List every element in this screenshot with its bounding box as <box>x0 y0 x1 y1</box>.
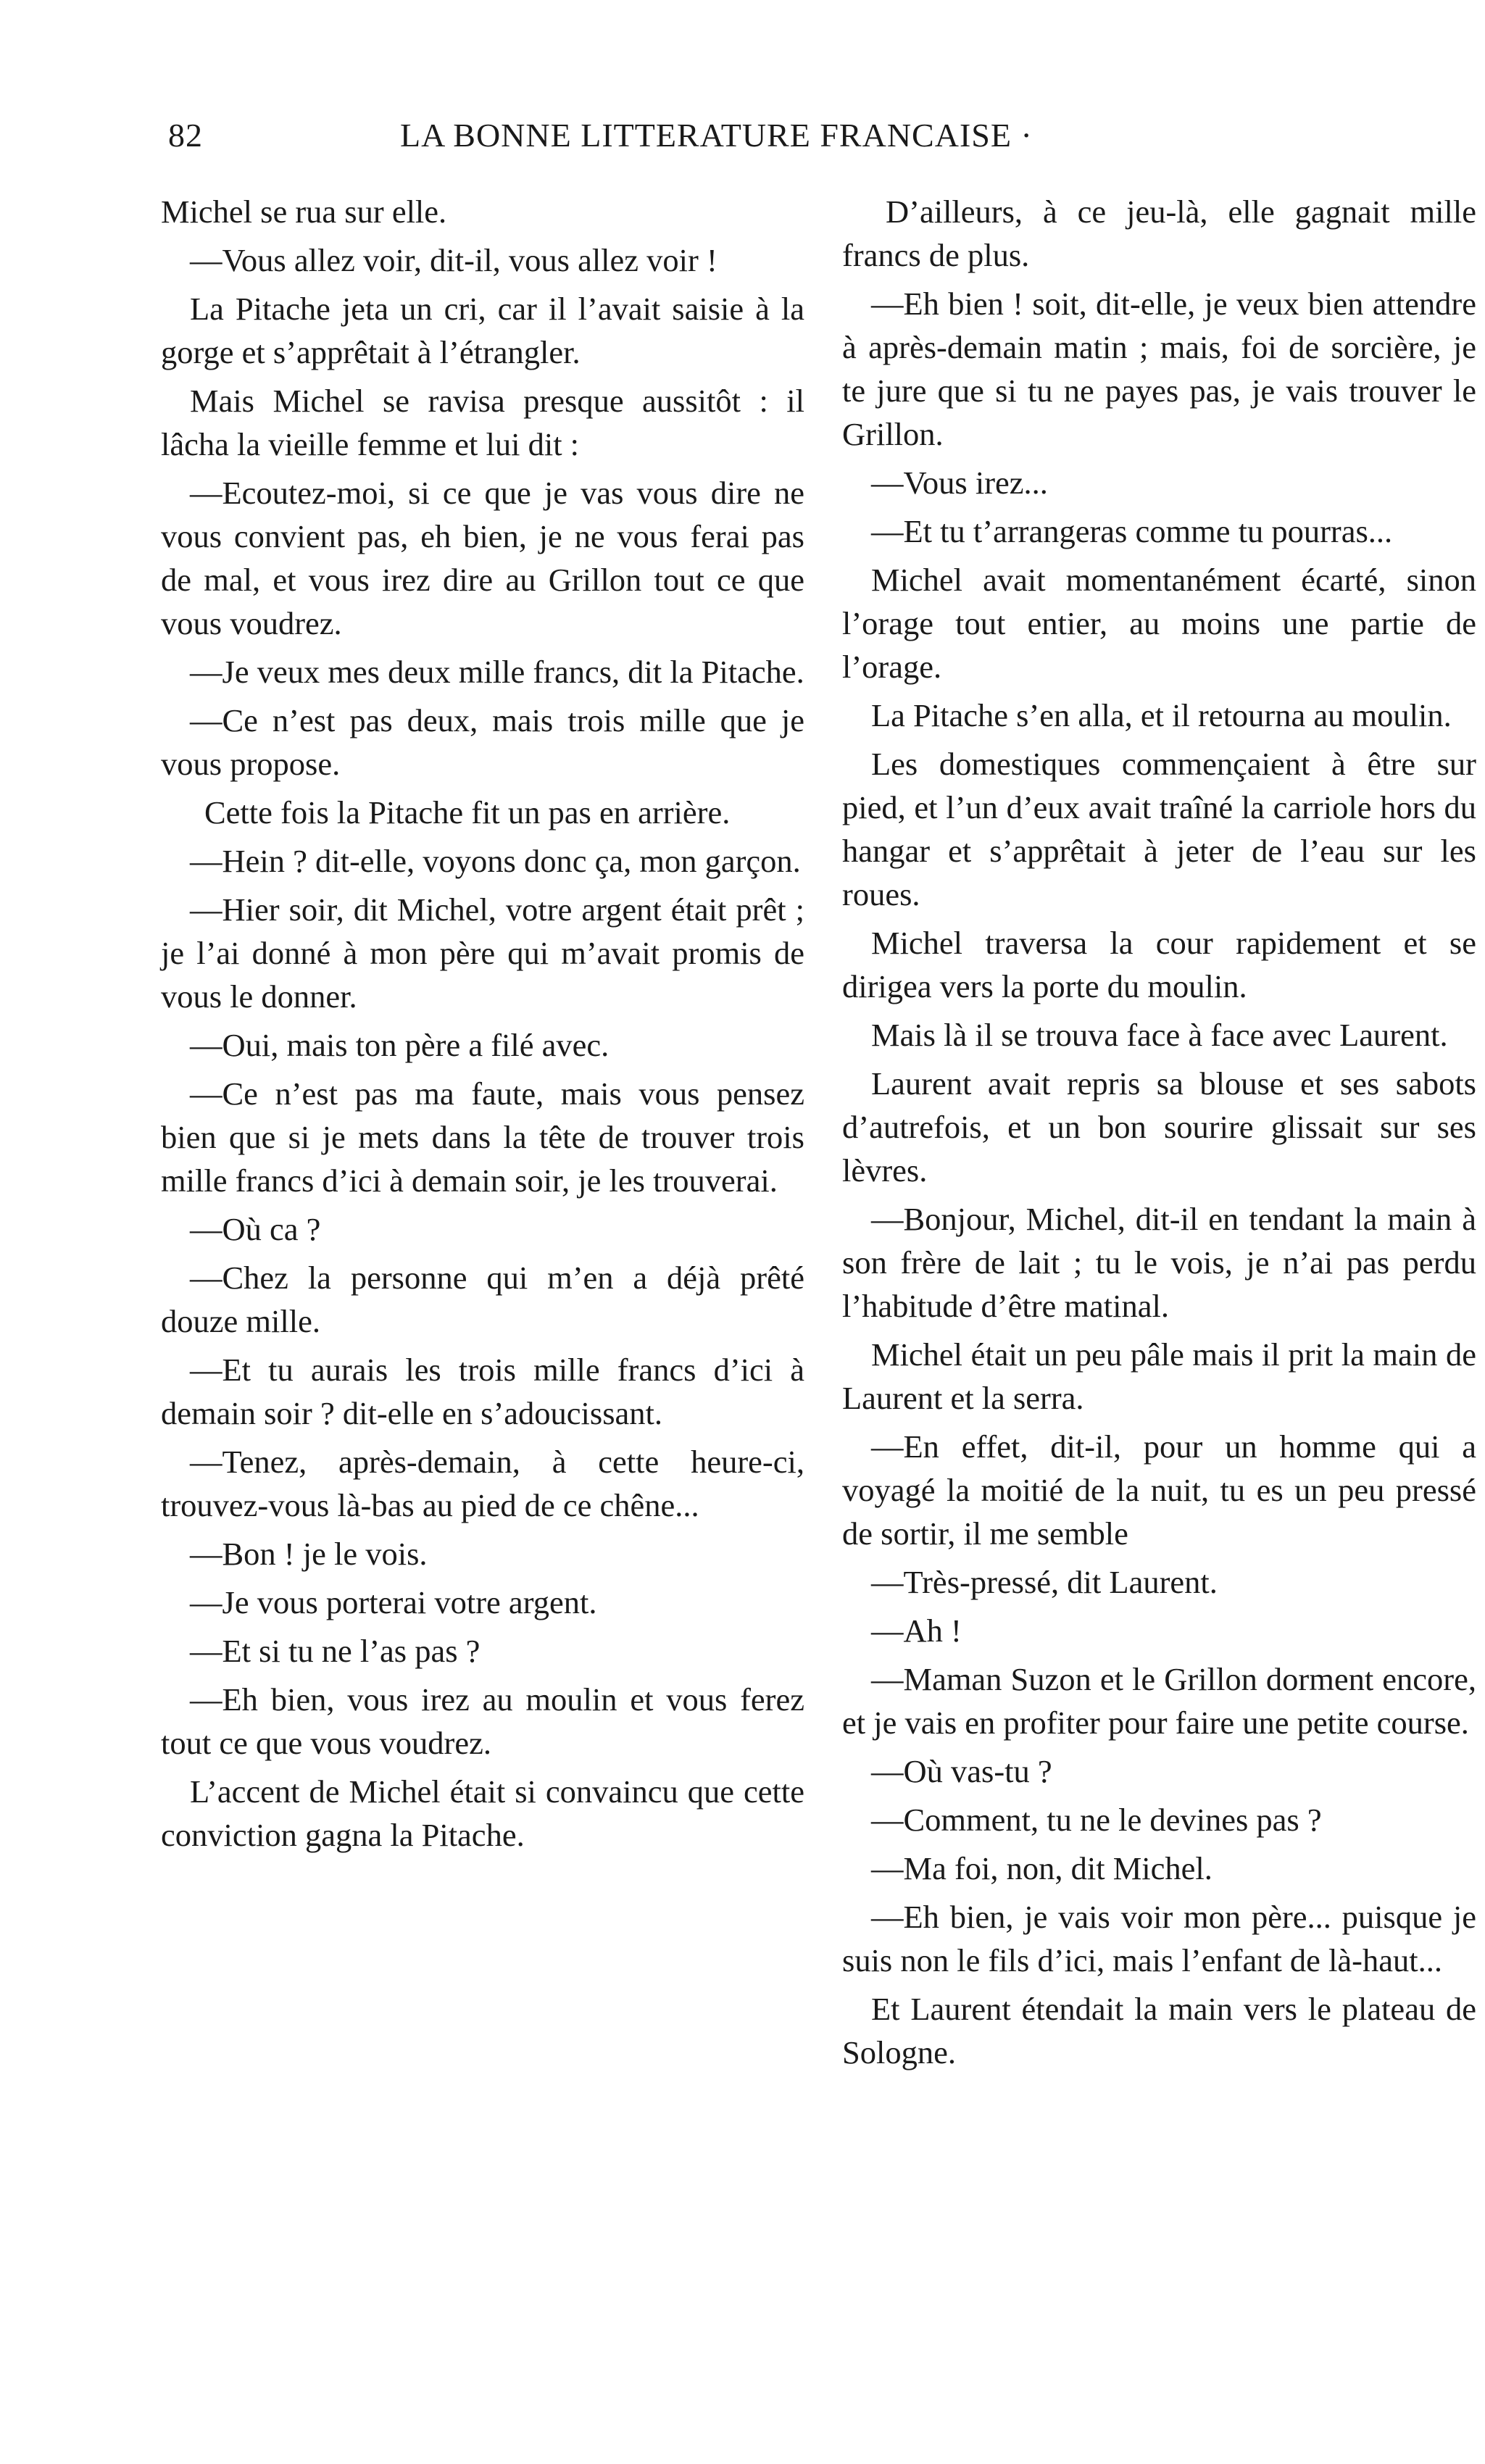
paragraph: Et Laurent étendait la main vers le plateau de Sologne. <box>842 1991 1476 2070</box>
paragraph: —En effet, dit-il, pour un homme qui a voyagé la moitié de la nuit, tu es un peu pressé de sortir, il me semble <box>842 1428 1476 1552</box>
running-title: LA BONNE LITTERATURE FRANCAISE · <box>400 117 1033 154</box>
paragraph: —Eh bien ! soit, dit-elle, je veux bien attendre à après-demain matin ; mais, foi de sorcière, je te jure que si tu ne payes pas, je vais trouver le Grillon. <box>842 286 1476 452</box>
paragraph: —Très-pressé, dit Laurent. <box>871 1564 1218 1600</box>
paragraph: —Hier soir, dit Michel, votre argent était prêt ; je l’ai donné à mon père qui m’avait promis de vous le donner. <box>161 891 804 1015</box>
paragraph: —Vous irez... <box>871 465 1048 501</box>
paragraph: Michel était un peu pâle mais il prit la main de Laurent et la serra. <box>842 1336 1476 1416</box>
left-column <box>161 190 804 1862</box>
paragraph: La Pitache s’en alla, et il retourna au moulin. <box>871 697 1452 733</box>
paragraph: —Je vous porterai votre argent. <box>190 1584 597 1620</box>
paragraph: —Tenez, après-demain, à cette heure-ci, trouvez-vous là-bas au pied de ce chêne... <box>161 1444 804 1523</box>
paragraph: —Eh bien, je vais voir mon père... puisque je suis non le fils d’ici, mais l’enfant de là-haut... <box>842 1899 1476 1978</box>
paragraph: —Bonjour, Michel, dit-il en tendant la main à son frère de lait ; tu le vois, je n’ai pas perdu l’habitude d’être matinal. <box>842 1201 1476 1324</box>
paragraph: —Eh bien, vous irez au moulin et vous ferez tout ce que vous voudrez. <box>161 1681 804 1761</box>
paragraph: —Je veux mes deux mille francs, dit la Pitache. <box>190 654 804 690</box>
paragraph: —Ah ! <box>871 1612 962 1649</box>
paragraph: D’ailleurs, à ce jeu-là, elle gagnait mille francs de plus. <box>842 193 1476 273</box>
paragraph: —Hein ? dit-elle, voyons donc ça, mon garçon. <box>190 843 801 879</box>
paragraph: —Vous allez voir, dit-il, vous allez voir ! <box>190 242 717 278</box>
paragraph: —Ce n’est pas ma faute, mais vous pensez bien que si je mets dans la tête de trouver trois mille francs d’ici à demain soir, je les trouverai. <box>161 1075 804 1199</box>
paragraph: —Où vas-tu ? <box>871 1753 1052 1789</box>
paragraph: —Ma foi, non, dit Michel. <box>871 1850 1212 1886</box>
paragraph: Michel avait momentanément écarté, sinon l’orage tout entier, au moins une partie de l’orage. <box>842 562 1476 685</box>
paragraph: —Maman Suzon et le Grillon dorment encore, et je vais en profiter pour faire une petite course. <box>842 1661 1476 1741</box>
paragraph: —Bon ! je le vois. <box>190 1536 428 1572</box>
paragraph: —Ecoutez-moi, si ce que je vas vous dire ne vous convient pas, eh bien, je ne vous ferai pas de mal, et vous irez dire au Grillon tout ce que vous voudrez. <box>161 475 804 641</box>
right-column <box>842 190 1476 2079</box>
paragraph: Mais Michel se ravisa presque aussitôt : il lâcha la vieille femme et lui dit : <box>161 383 804 462</box>
paragraph: L’accent de Michel était si convaincu que cette conviction gagna la Pitache. <box>161 1773 804 1853</box>
paragraph: —Oui, mais ton père a filé avec. <box>190 1027 610 1063</box>
paragraph: —Comment, tu ne le devines pas ? <box>871 1802 1322 1838</box>
paragraph: Cette fois la Pitache fit un pas en arrière. <box>204 794 731 831</box>
paragraph: Les domestiques commençaient à être sur pied, et l’un d’eux avait traîné la carriole hors du hangar et s’apprêtait à jeter de l’eau sur les roues. <box>842 746 1476 912</box>
paragraph: —Chez la personne qui m’en a déjà prêté douze mille. <box>161 1260 804 1339</box>
paragraph: —Et tu aurais les trois mille francs d’ici à demain soir ? dit-elle en s’adoucissant. <box>161 1352 804 1431</box>
page-number: 82 <box>168 117 203 154</box>
paragraph: Michel traversa la cour rapidement et se dirigea vers la porte du moulin. <box>842 925 1476 1004</box>
paragraph: Laurent avait repris sa blouse et ses sabots d’autrefois, et un bon sourire glissait sur ses lèvres. <box>842 1065 1476 1189</box>
paragraph: La Pitache jeta un cri, car il l’avait saisie à la gorge et s’apprêtait à l’étrangler. <box>161 291 804 370</box>
paragraph: Mais là il se trouva face à face avec Laurent. <box>871 1017 1448 1053</box>
paragraph: —Et si tu ne l’as pas ? <box>190 1633 481 1669</box>
page-header <box>168 116 1485 167</box>
paragraph: —Ce n’est pas deux, mais trois mille que je vous propose. <box>161 702 804 782</box>
paragraph: Michel se rua sur elle. <box>161 193 447 230</box>
paragraph: —Où ca ? <box>190 1211 321 1247</box>
paragraph: —Et tu t’arrangeras comme tu pourras... <box>871 513 1393 549</box>
